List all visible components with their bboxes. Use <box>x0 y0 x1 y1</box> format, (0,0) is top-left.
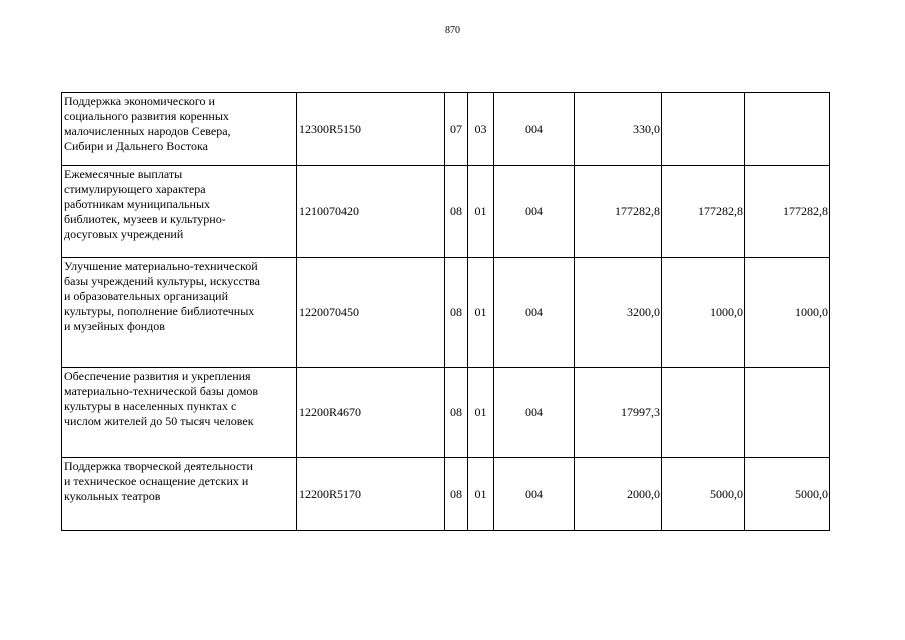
section-code: 08 <box>445 368 468 458</box>
row-name-line: базы учреждений культуры, искусства <box>64 274 261 288</box>
expense-type-code: 004 <box>494 258 575 368</box>
row-name-line: кукольных театров <box>64 489 161 503</box>
amount-year-2: 5000,0 <box>662 458 745 531</box>
section-code: 08 <box>445 258 468 368</box>
row-name-line: Поддержка экономического и <box>64 94 215 108</box>
amount-year-3: 5000,0 <box>745 458 830 531</box>
row-name-line: работникам муниципальных <box>64 197 211 211</box>
amount-year-3 <box>745 368 830 458</box>
row-name-cell <box>62 368 297 458</box>
subsection-code: 03 <box>468 93 494 166</box>
amount-year-1: 177282,8 <box>575 166 662 258</box>
budget-table <box>61 92 830 531</box>
table-row <box>62 93 830 166</box>
amount-year-3: 177282,8 <box>745 166 830 258</box>
table-row <box>62 166 830 258</box>
page-number: 870 <box>445 25 460 36</box>
amount-year-2: 1000,0 <box>662 258 745 368</box>
row-name-line: социального развития коренных <box>64 109 229 123</box>
row-name-line: досуговых учреждений <box>64 227 184 241</box>
row-name-line: культуры в населенных пунктах с <box>64 399 237 413</box>
row-name-line: и техническое оснащение детских и <box>64 474 249 488</box>
target-article-code: 12200R5170 <box>297 458 445 531</box>
row-name-line: стимулирующего характера <box>64 182 206 196</box>
amount-year-3: 1000,0 <box>745 258 830 368</box>
subsection-code: 01 <box>468 368 494 458</box>
row-name-cell <box>62 166 297 258</box>
amount-year-1: 2000,0 <box>575 458 662 531</box>
subsection-code: 01 <box>468 258 494 368</box>
section-code: 08 <box>445 166 468 258</box>
expense-type-code: 004 <box>494 93 575 166</box>
row-name-line: Обеспечение развития и укрепления <box>64 369 251 383</box>
amount-year-1: 330,0 <box>575 93 662 166</box>
expense-type-code: 004 <box>494 166 575 258</box>
amount-year-2: 177282,8 <box>662 166 745 258</box>
expense-type-code: 004 <box>494 368 575 458</box>
row-name-line: Ежемесячные выплаты <box>64 167 183 181</box>
row-name-line: Сибири и Дальнего Востока <box>64 139 208 153</box>
row-name-cell <box>62 258 297 368</box>
table-row <box>62 458 830 531</box>
row-name-line: культуры, пополнение библиотечных <box>64 304 255 318</box>
target-article-code: 1220070450 <box>297 258 445 368</box>
row-name-cell <box>62 458 297 531</box>
target-article-code: 12300R5150 <box>297 93 445 166</box>
row-name-line: библиотек, музеев и культурно- <box>64 212 226 226</box>
row-name-line: и музейных фондов <box>64 319 165 333</box>
target-article-code: 12200R4670 <box>297 368 445 458</box>
row-name-line: малочисленных народов Севера, <box>64 124 231 138</box>
amount-year-2 <box>662 93 745 166</box>
row-name-cell <box>62 93 297 166</box>
expense-type-code: 004 <box>494 458 575 531</box>
row-name-line: числом жителей до 50 тысяч человек <box>64 414 254 428</box>
amount-year-2 <box>662 368 745 458</box>
table-row <box>62 368 830 458</box>
amount-year-1: 17997,3 <box>575 368 662 458</box>
subsection-code: 01 <box>468 458 494 531</box>
row-name-line: материально-технической базы домов <box>64 384 259 398</box>
row-name-line: Поддержка творческой деятельности <box>64 459 253 473</box>
amount-year-1: 3200,0 <box>575 258 662 368</box>
table-row <box>62 258 830 368</box>
section-code: 08 <box>445 458 468 531</box>
section-code: 07 <box>445 93 468 166</box>
amount-year-3 <box>745 93 830 166</box>
subsection-code: 01 <box>468 166 494 258</box>
row-name-line: Улучшение материально-технической <box>64 259 258 273</box>
row-name-line: и образовательных организаций <box>64 289 228 303</box>
target-article-code: 1210070420 <box>297 166 445 258</box>
